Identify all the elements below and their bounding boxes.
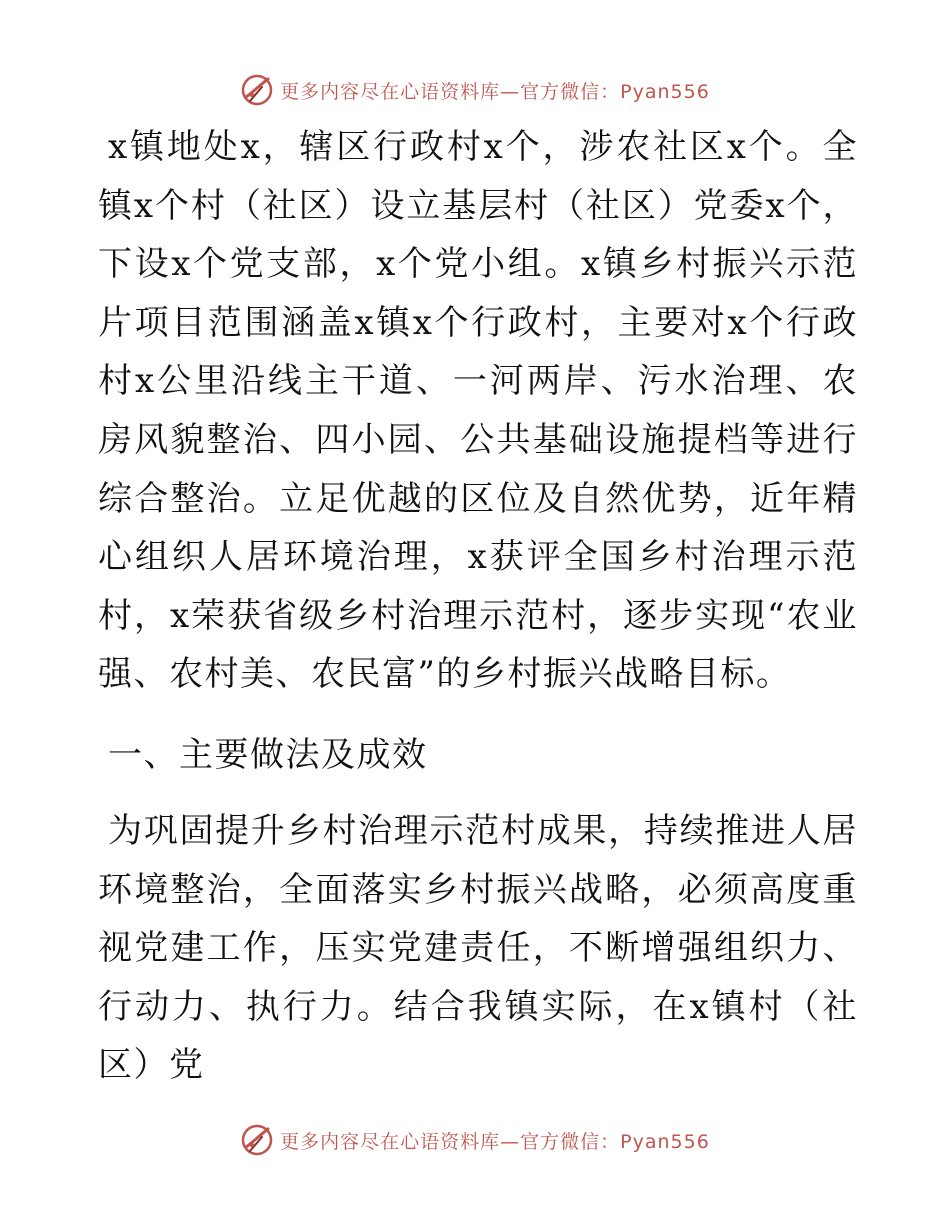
section-heading: 一、主要做法及成效 bbox=[108, 734, 428, 775]
pen-logo-icon bbox=[240, 1123, 274, 1157]
header-watermark-inner bbox=[240, 73, 710, 107]
section-paragraph: 为巩固提升乡村治理示范村成果，持续推进人居环境整治，全面落实乡村振兴战略，必须高度重视党建工作，压实党建责任，不断增强组织力、行动力、执行力。结合我镇实际，在x镇村（社区）党 bbox=[98, 810, 858, 1086]
footer-watermark bbox=[0, 1120, 950, 1160]
pen-logo-icon bbox=[240, 73, 274, 107]
watermark-text: 更多内容尽在心语资料库—官方微信：Pyan556 bbox=[280, 1130, 710, 1153]
watermark-text: 更多内容尽在心语资料库—官方微信：Pyan556 bbox=[280, 80, 710, 103]
intro-paragraph: x镇地处x，辖区行政村x个，涉农社区x个。全镇x个村（社区）设立基层村（社区）党委x个，下设x个党支部，x个党小组。x镇乡村振兴示范片项目范围涵盖x镇x个行政村，主要对x个行政村x公里沿线主干道、一河两岸、污水治理、农房风貌整治、四小园、公共基础设施提档等进行综合整治。立足优越的区位及自然优势，近年精心组织人居环境治理，x获评全国乡村治理示范村，x荣获省级乡村治理示范村，逐步实现“农业强、农村美、农民富”的乡村振兴战略目标。 bbox=[98, 127, 858, 695]
document-body bbox=[98, 118, 858, 1095]
footer-watermark-inner bbox=[240, 1123, 710, 1157]
header-watermark bbox=[0, 70, 950, 110]
